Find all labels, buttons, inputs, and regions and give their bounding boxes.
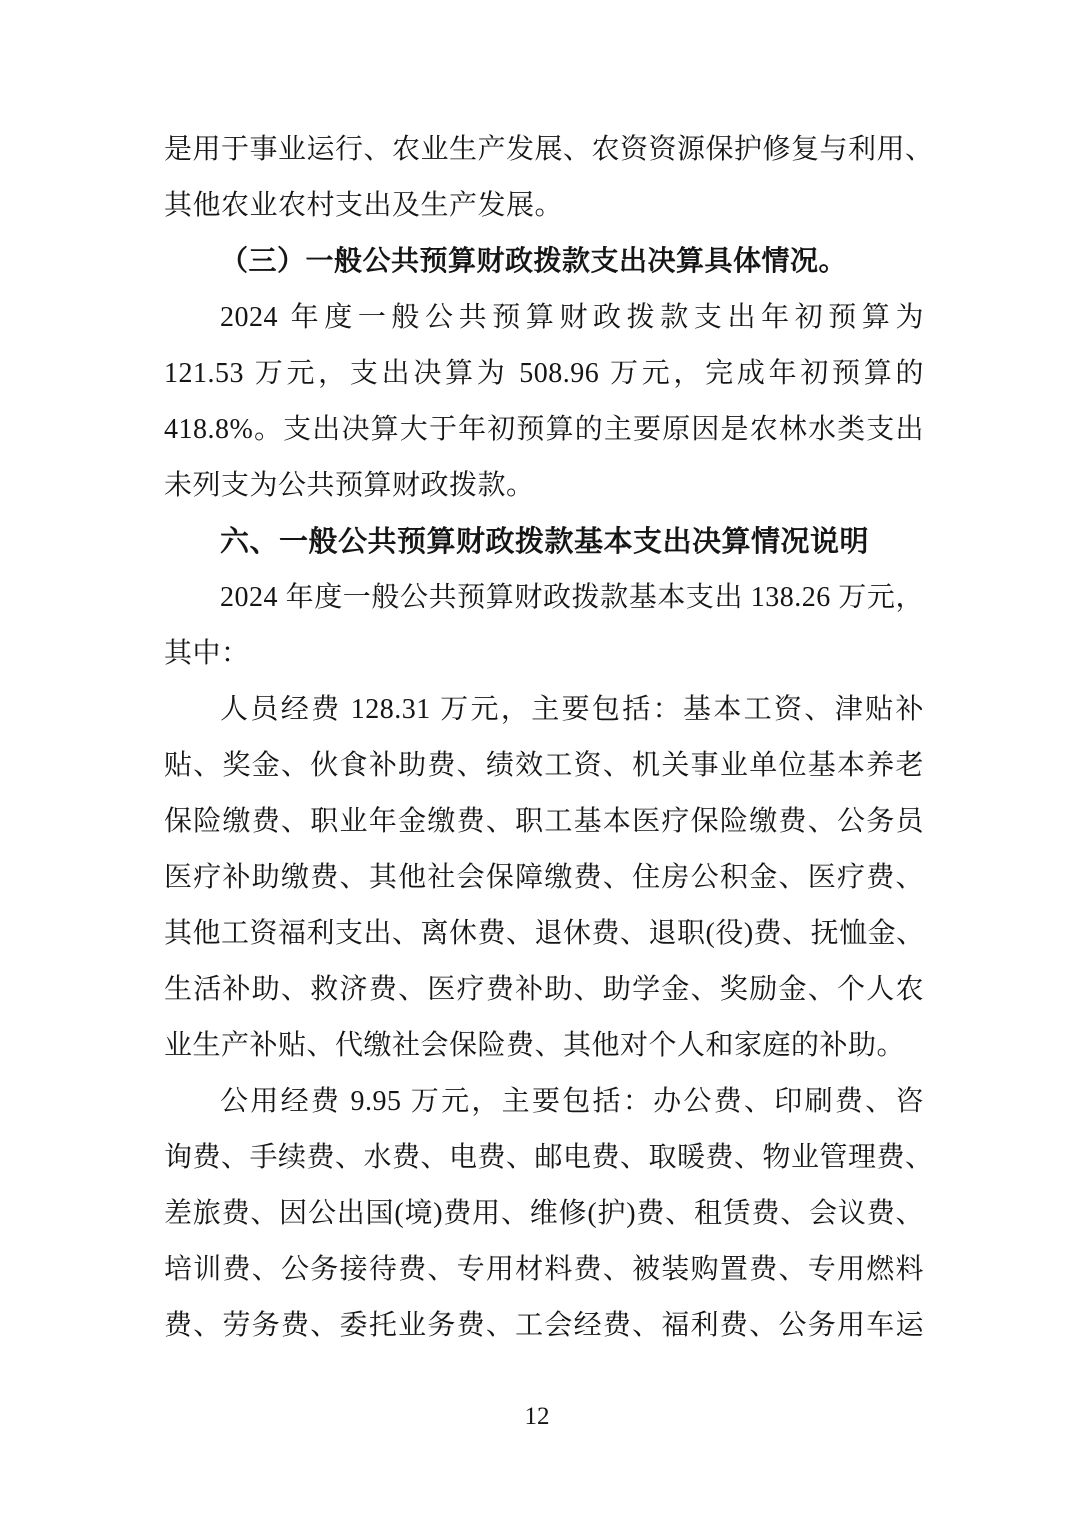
page-number: 12 xyxy=(524,1403,550,1430)
section-heading: 六、一般公共预算财政拨款基本支出决算情况说明 xyxy=(220,526,870,558)
body-line: 其中： xyxy=(164,638,250,669)
body-line: 生活补助、救济费、医疗费补助、助学金、奖励金、个人农 xyxy=(164,974,924,1005)
body-line: 贴、奖金、伙食补助费、绩效工资、机关事业单位基本养老 xyxy=(164,750,924,781)
body-line: 保险缴费、职业年金缴费、职工基本医疗保险缴费、公务员 xyxy=(164,806,924,837)
body-line: 418.8%。支出决算大于年初预算的主要原因是农林水类支出 xyxy=(164,414,924,445)
body-line: 2024 年度一般公共预算财政拨款基本支出 138.26 万元， xyxy=(220,582,924,613)
body-line: 其他农业农村支出及生产发展。 xyxy=(164,190,564,221)
sub-heading: （三）一般公共预算财政拨款支出决算具体情况。 xyxy=(220,246,848,277)
body-line: 差旅费、因公出国(境)费用、维修(护)费、租赁费、会议费、 xyxy=(164,1198,924,1229)
body-line: 费、劳务费、委托业务费、工会经费、福利费、公务用车运 xyxy=(164,1310,924,1341)
body-line: 培训费、公务接待费、专用材料费、被装购置费、专用燃料 xyxy=(164,1254,924,1285)
body-line: 2024 年度一般公共预算财政拨款支出年初预算为 xyxy=(220,302,924,333)
body-line: 未列支为公共预算财政拨款。 xyxy=(164,470,535,501)
body-line: 121.53 万元，支出决算为 508.96 万元，完成年初预算的 xyxy=(164,358,924,389)
document-body xyxy=(164,122,934,1354)
body-line: 其他工资福利支出、离休费、退休费、退职(役)费、抚恤金、 xyxy=(164,918,925,949)
body-line: 业生产补贴、代缴社会保险费、其他对个人和家庭的补助。 xyxy=(164,1030,906,1061)
body-line: 是用于事业运行、农业生产发展、农资资源保护修复与利用、 xyxy=(164,134,934,165)
body-line: 人员经费 128.31 万元，主要包括：基本工资、津贴补 xyxy=(220,694,924,725)
body-line: 公用经费 9.95 万元，主要包括：办公费、印刷费、咨 xyxy=(220,1086,924,1117)
body-line: 医疗补助缴费、其他社会保障缴费、住房公积金、医疗费、 xyxy=(164,862,924,893)
body-line: 询费、手续费、水费、电费、邮电费、取暖费、物业管理费、 xyxy=(164,1142,934,1173)
